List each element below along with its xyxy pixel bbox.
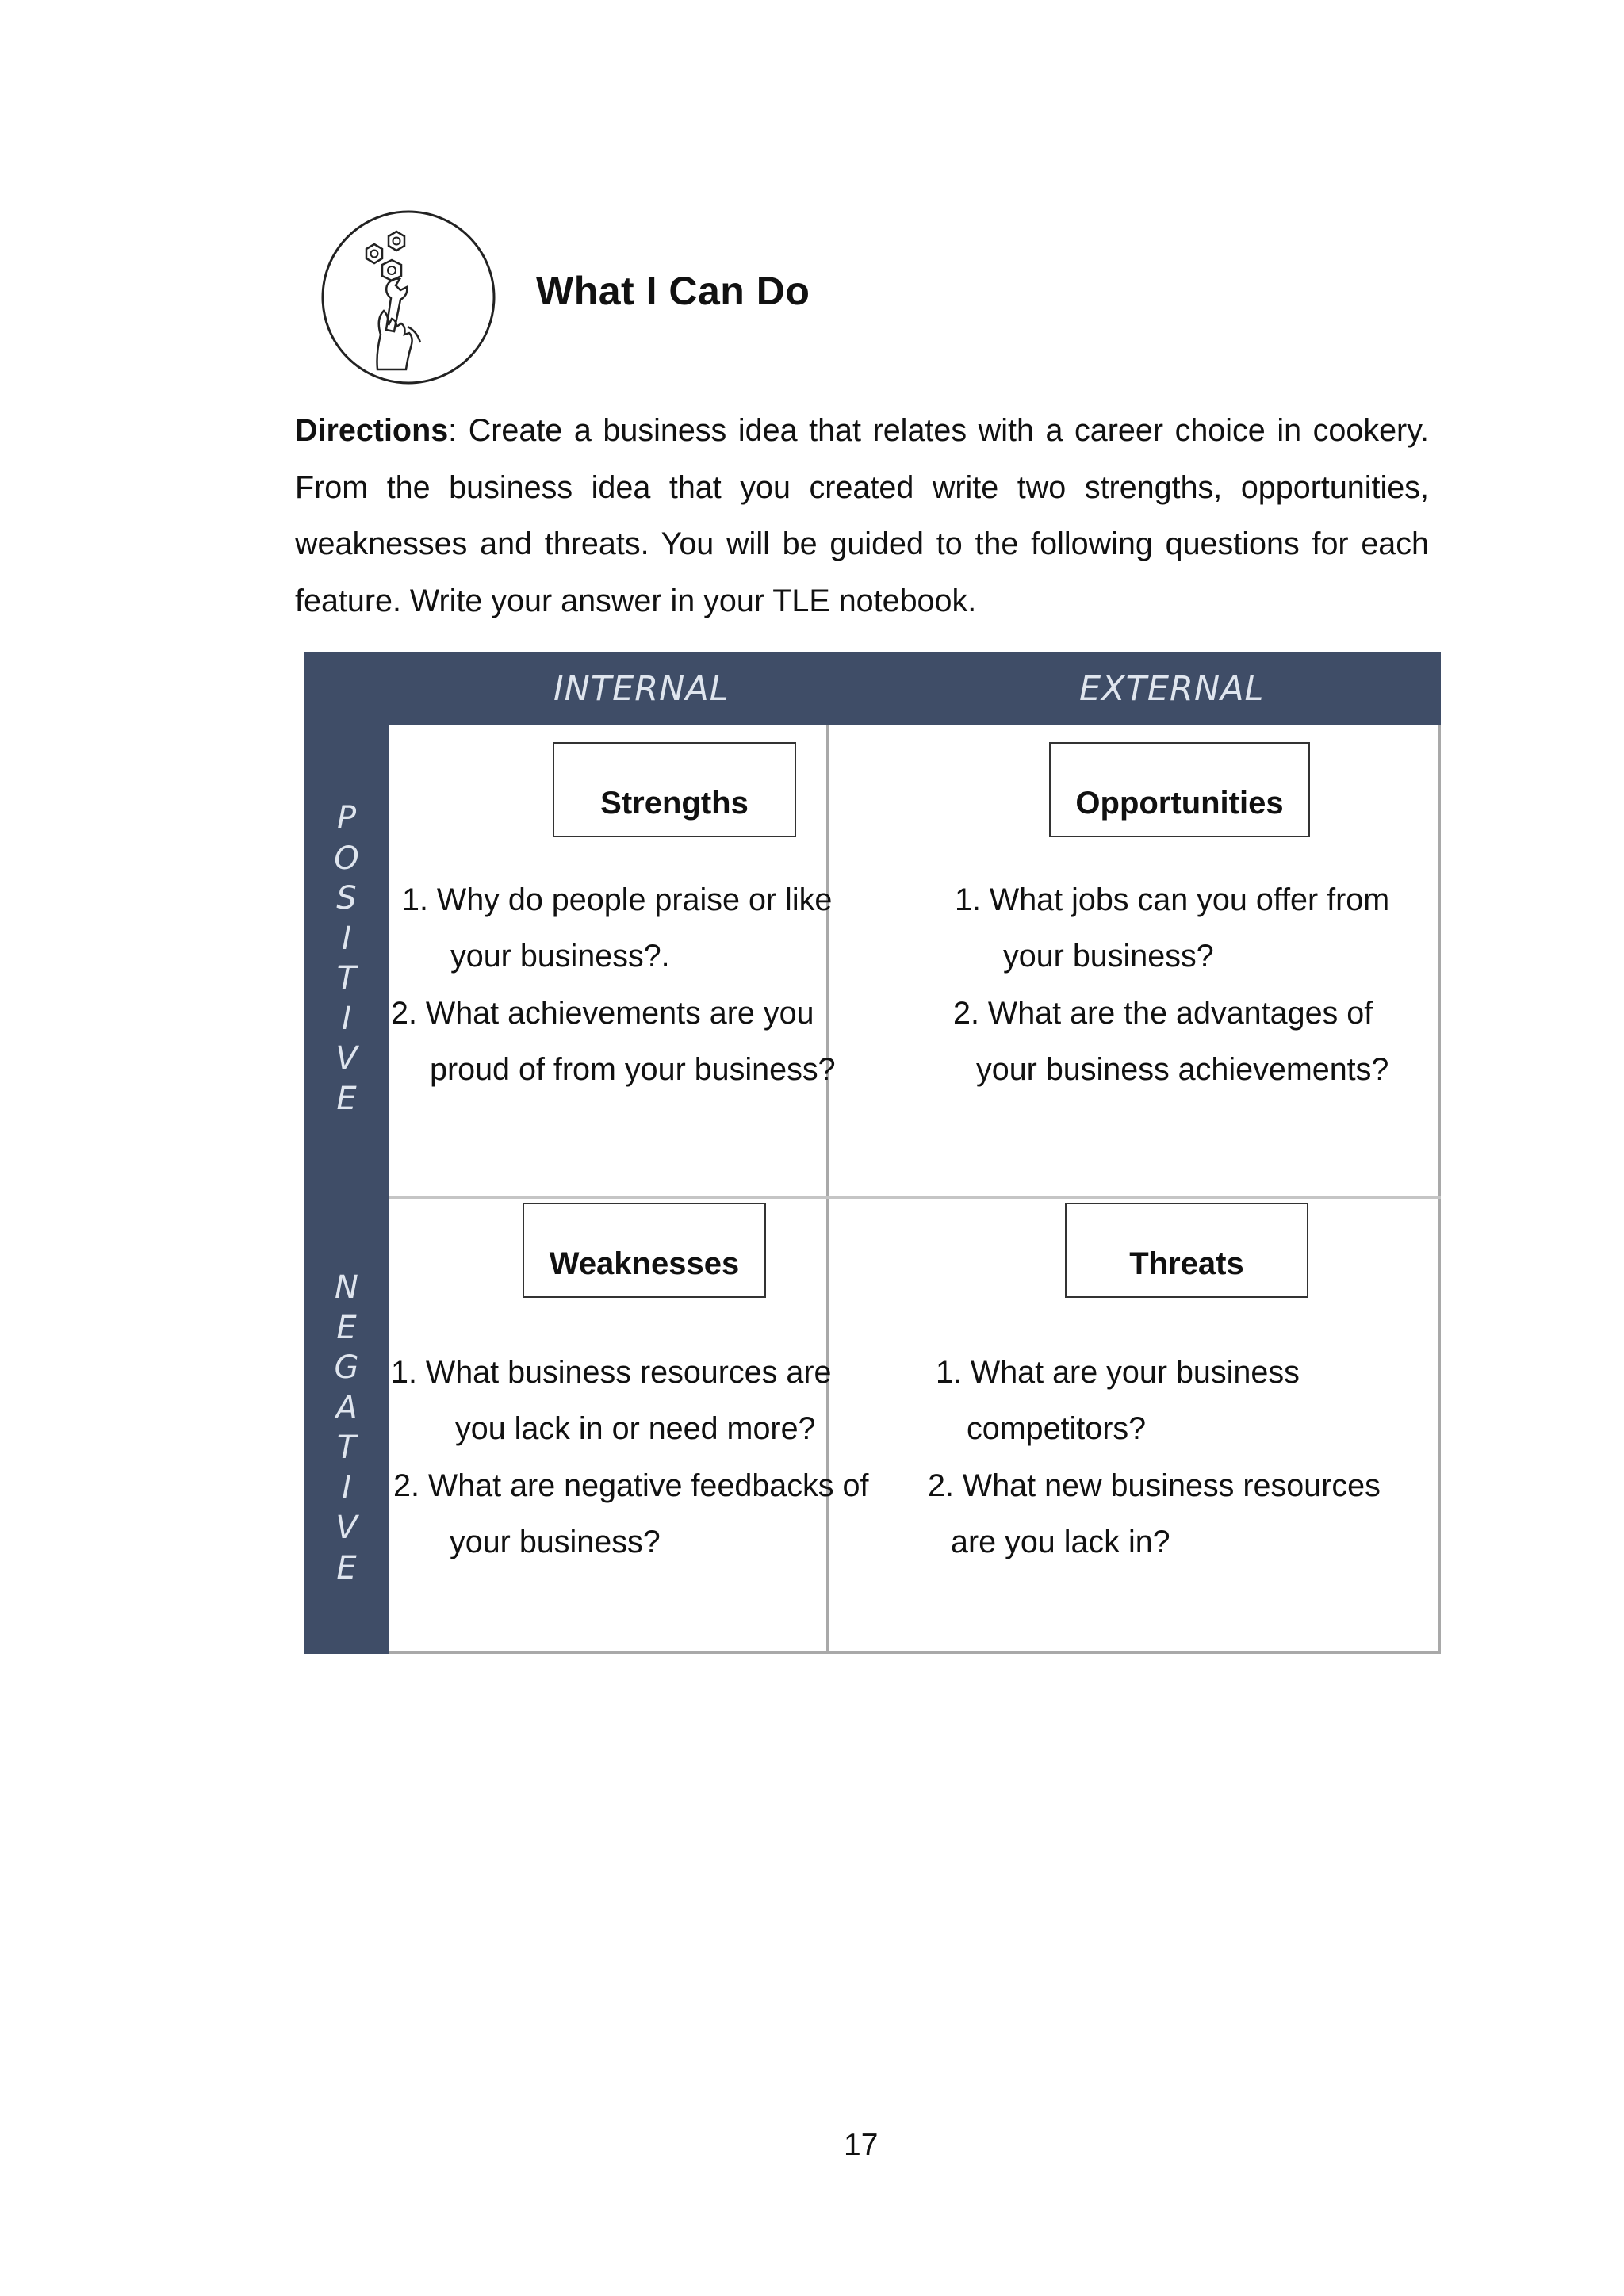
opportunities-question-1-cont: your business? [1003,939,1214,974]
row-label-negative [324,1268,369,1588]
row-label-letter: T [336,960,357,997]
directions-text: : Create a business idea that relates with a career choice in cookery. From the business idea that you created write two strengths, opportunities, weaknesses and threats. You will be guided to the following questions for each feature. Write your answer in your TLE notebook. [295,413,1429,618]
threats-question-2: 2. What new business resources [928,1468,1381,1503]
row-label-letter: O [334,840,359,877]
threats-question-1: 1. What are your business [936,1355,1300,1390]
wrench-hand-icon [319,208,498,387]
weaknesses-question-1-cont: you lack in or need more? [455,1411,816,1446]
row-label-letter: T [336,1429,357,1466]
section-title: What I Can Do [536,269,810,313]
weaknesses-question-2: 2. What are negative feedbacks of [393,1468,869,1503]
opportunities-question-2: 2. What are the advantages of [953,996,1373,1031]
row-label-letter: I [342,1469,351,1506]
row-label-letter: E [336,1309,357,1346]
directions-paragraph [295,403,1429,629]
weaknesses-box: Weaknesses [523,1203,766,1298]
swot-header-band [304,652,1441,725]
strengths-question-2-cont: proud of from your business? [430,1052,836,1087]
threats-box: Threats [1065,1203,1308,1298]
row-label-letter: V [335,1040,358,1077]
swot-row-divider [389,1196,1441,1199]
strengths-question-1-cont: your business?. [450,939,670,974]
strengths-box: Strengths [553,742,796,837]
opportunities-box: Opportunities [1049,742,1310,837]
threats-question-1-cont: competitors? [967,1411,1147,1446]
opportunities-question-1: 1. What jobs can you offer from [955,882,1390,917]
row-label-letter: P [336,800,357,836]
weaknesses-question-1: 1. What business resources are [391,1355,832,1390]
row-label-letter: V [335,1510,358,1546]
page-number: 17 [844,2128,879,2162]
column-header-external: EXTERNAL [1079,669,1265,709]
row-label-letter: G [334,1349,359,1386]
row-label-letter: I [342,920,351,957]
row-label-letter: E [336,1549,357,1586]
threats-question-2-cont: are you lack in? [951,1525,1170,1559]
strengths-question-1: 1. Why do people praise or like [402,882,833,917]
strengths-question-2: 2. What achievements are you [391,996,814,1031]
row-label-letter: S [336,880,357,916]
row-label-letter: A [335,1389,358,1426]
row-label-letter: E [336,1080,357,1117]
row-label-positive [324,798,369,1119]
opportunities-question-2-cont: your business achievements? [976,1052,1389,1087]
row-label-letter: I [342,1000,351,1037]
swot-matrix [304,652,1441,1654]
directions-label: Directions [295,413,449,448]
column-header-internal: INTERNAL [553,669,730,709]
row-label-letter: N [335,1269,358,1306]
weaknesses-question-2-cont: your business? [450,1525,661,1559]
